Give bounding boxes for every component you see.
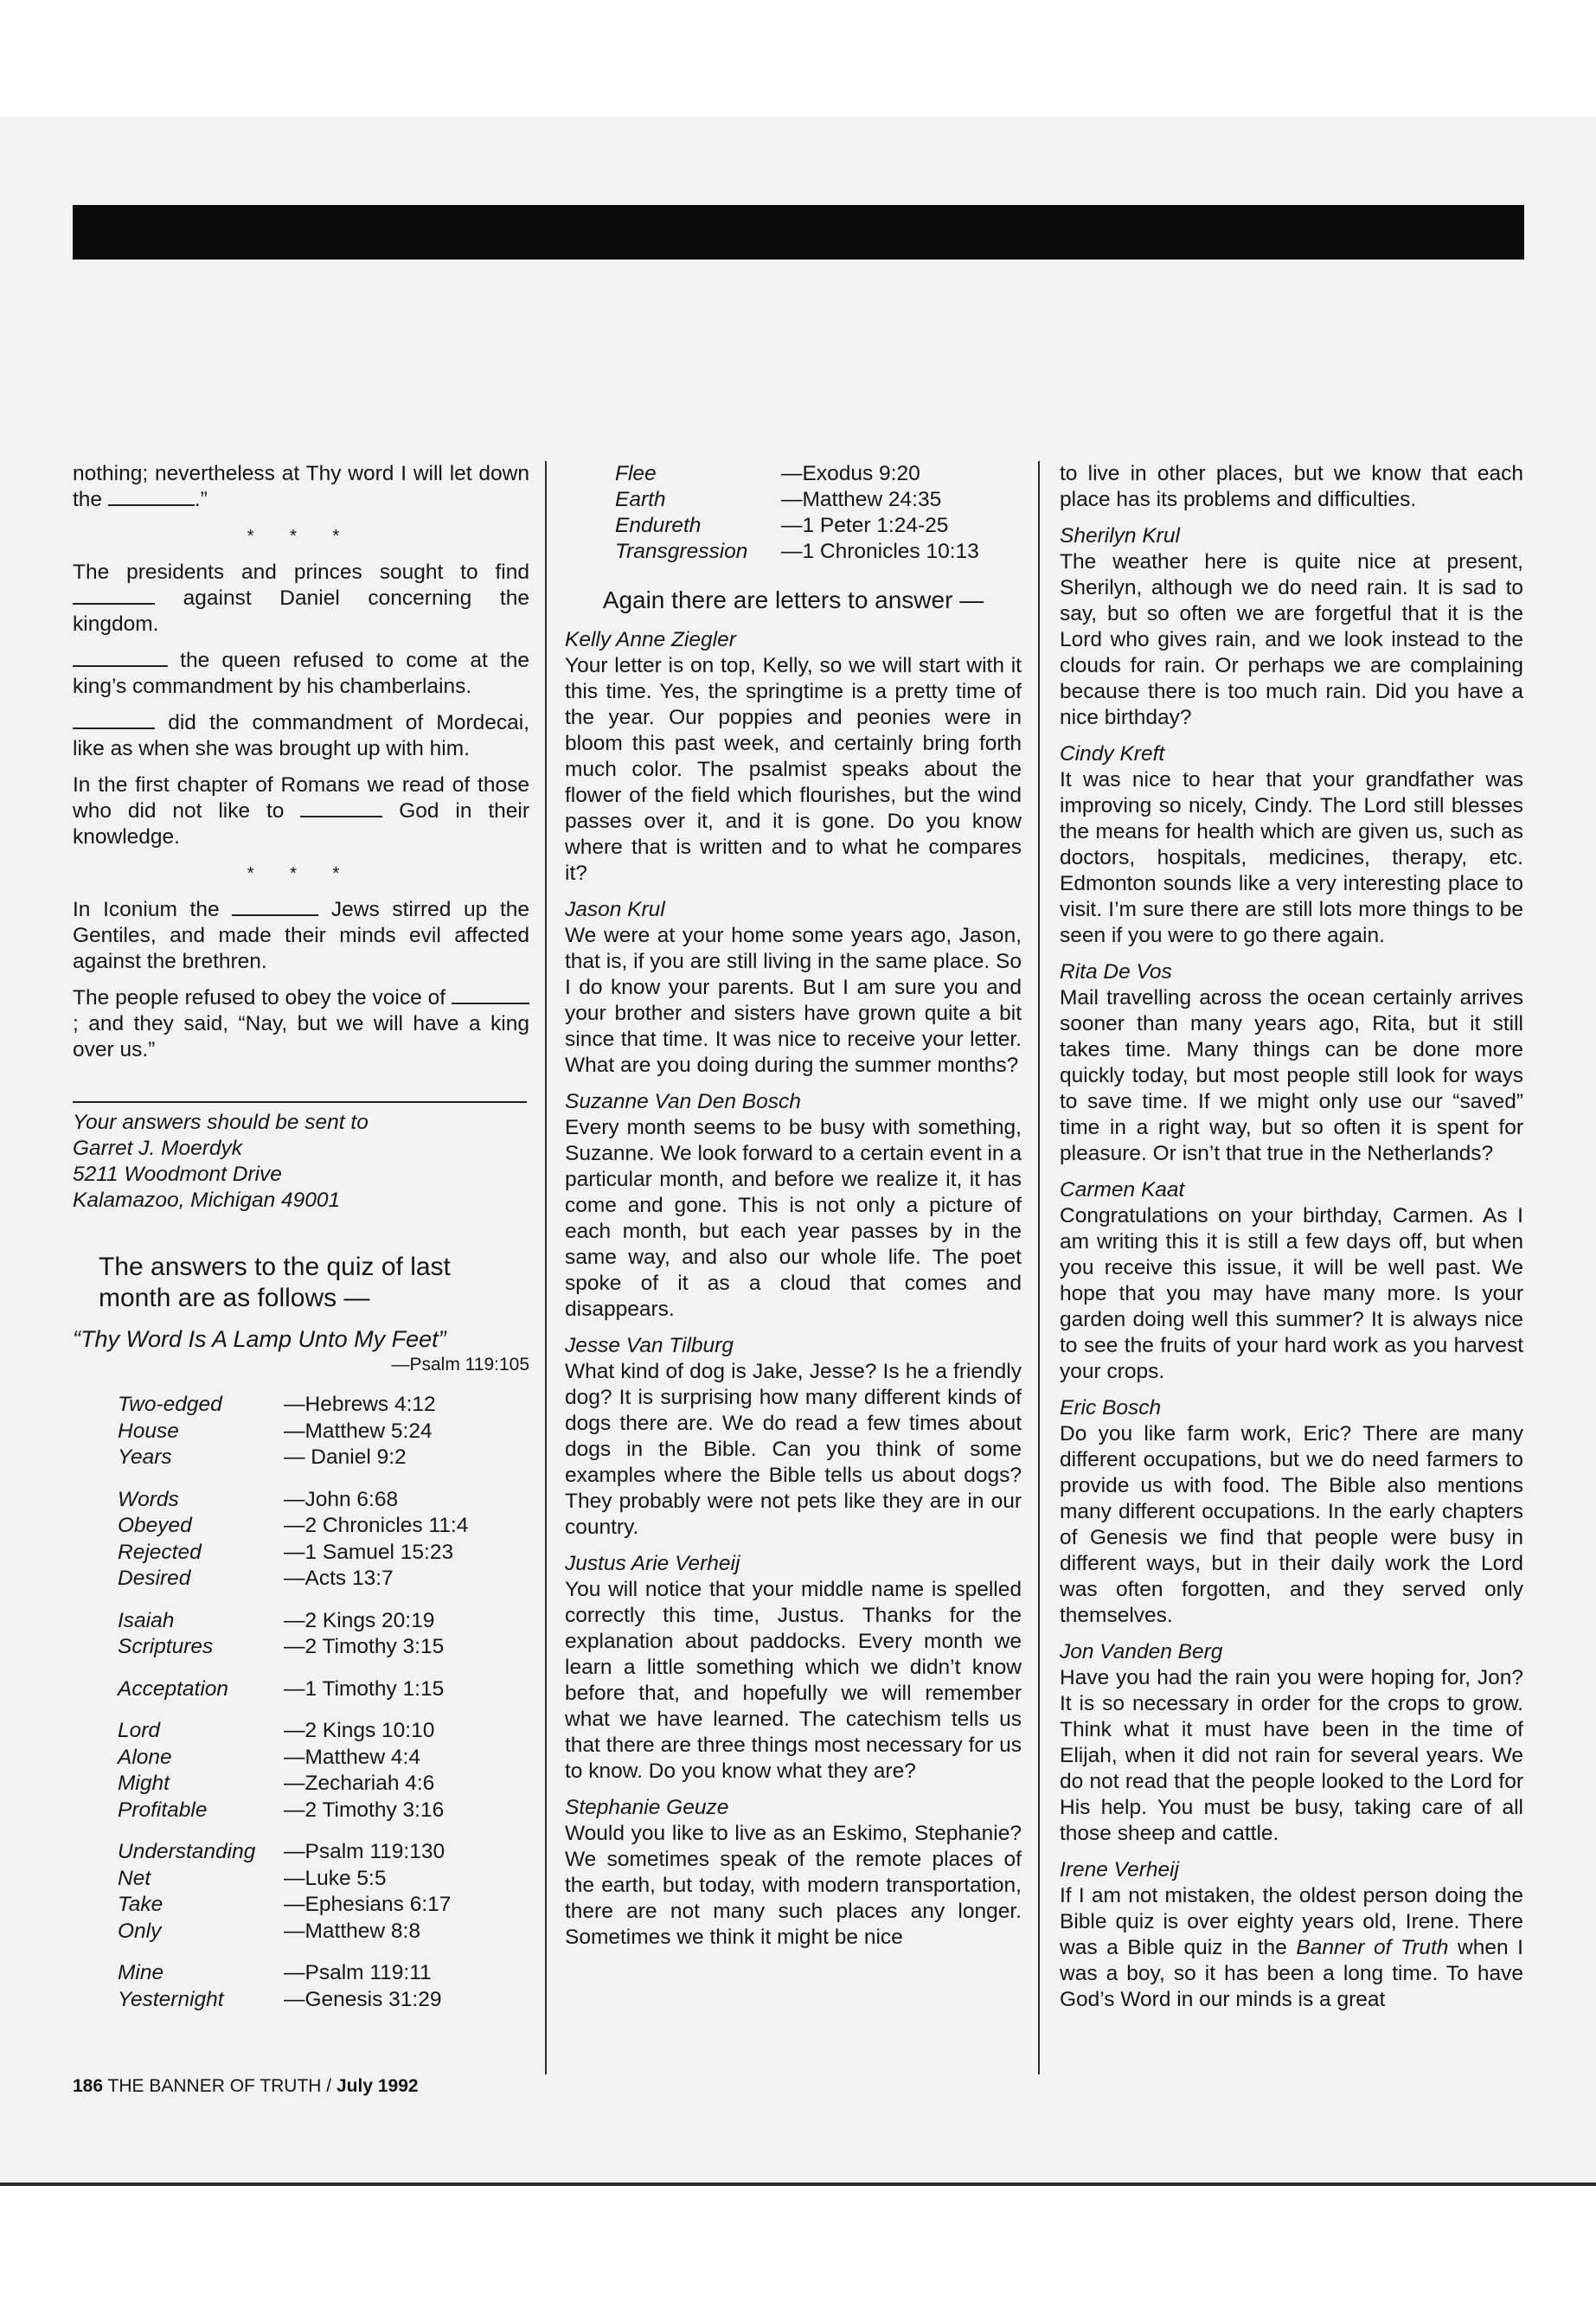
letter-recipient: Suzanne Van Den Bosch [565,1090,801,1113]
answer-reference: —Matthew 5:24 [284,1419,433,1443]
answer-reference: —Zechariah 4:6 [284,1772,435,1795]
answer-row [118,1676,529,1703]
answer-row [118,1771,529,1798]
letter-recipient: Justus Arie Verheij [565,1552,740,1575]
answer-reference: —Matthew 4:4 [284,1745,420,1769]
answer-reference: —2 Chronicles 11:4 [284,1514,469,1537]
letter-body: We were at your home some years ago, Jason, that is, if you are still living in the same place. So I do know your parents. But I am sure you and your brother and sisters have grown quite a bit since that time. It was nice to receive your letter. What are you doing during the summer months? [565,924,1022,1077]
letter-entry [565,1333,1022,1541]
answer-reference: —2 Kings 10:10 [284,1719,435,1742]
answer-row [118,1798,529,1824]
letter-recipient: Jesse Van Tilburg [565,1334,734,1357]
answer-row [118,1839,529,1866]
answer-reference: —2 Timothy 3:15 [284,1635,445,1658]
page-footer [73,2076,419,2097]
answer-reference: —Matthew 8:8 [284,1919,420,1943]
answer-word: Two-edged [118,1393,222,1416]
answer-word: Net [118,1866,151,1890]
answer-reference: —2 Timothy 3:16 [284,1798,445,1822]
answer-list [615,461,1022,565]
letters-list [565,627,1022,1951]
letter-recipient: Stephanie Geuze [565,1796,729,1819]
answer-word: Words [118,1487,179,1511]
answer-reference: —Matthew 24:35 [781,488,942,511]
answer-word: Earth [615,488,666,511]
answer-reference: —Hebrews 4:12 [284,1393,436,1416]
letter-entry [1060,1395,1523,1629]
answer-word: Lord [118,1719,161,1742]
letter-entry [565,897,1022,1079]
letters-list [1060,523,1523,1847]
answer-word: Flee [615,462,657,485]
answer-reference: —Psalm 119:130 [284,1840,445,1863]
letter-entry [565,1795,1022,1951]
answer-group [118,1608,529,1661]
issue-date: July 1992 [336,2076,419,2096]
answer-word: Might [118,1772,170,1795]
mailing-address [73,1110,529,1214]
answer-word: Yesternight [118,1987,224,2011]
answer-group [118,1392,529,1471]
answer-group [118,1718,529,1823]
letter-recipient: Jason Krul [565,898,665,921]
answer-reference: —Psalm 119:11 [284,1961,432,1984]
letter-entry [1060,959,1523,1167]
answer-row [118,1608,529,1635]
answer-row [615,513,1022,539]
answer-word: Rejected [118,1540,202,1564]
quiz-item: The people refused to obey the voice of ; and they said, “Nay, but we will have a king over us.” [73,986,529,1061]
quiz-item: The presidents and princes sought to find against Daniel concerning the kingdom. [73,561,529,636]
answer-word: House [118,1419,179,1443]
letter-recipient: Jon Vanden Berg [1060,1640,1223,1663]
letter-entry [1060,523,1523,731]
letter-body: Would you like to live as an Eskimo, Stephanie? We sometimes speak of the remote places of the earth, but today, with modern transportation, there are not many such places any longer. Sometimes we think it might be nice [565,1822,1022,1949]
answer-row [118,1892,529,1919]
address-line: Your answers should be sent to [73,1111,369,1134]
publication-name: THE BANNER OF TRUTH / [107,2076,332,2096]
answer-row [118,1566,529,1593]
answer-group [118,1676,529,1703]
answer-reference: —Exodus 9:20 [781,462,920,485]
column-right [1060,461,1523,2023]
letter-entry [565,1551,1022,1785]
answer-word: Mine [118,1961,164,1984]
letter-body: The weather here is quite nice at present, Sherilyn, although we do need rain. It is sad to say, but so often we are forgetful that it is the Lord who gives rain, and we look instead to the clouds for rain. Or perhaps we are complaining because there is too much rain. Did you have a nice birthday? [1060,550,1523,729]
answer-group [118,1487,529,1593]
answer-word: Years [118,1445,172,1469]
separator-stars: * * * [247,864,356,883]
answer-row [118,1419,529,1445]
quiz-title: “Thy Word Is A Lamp Unto My Feet” [73,1326,446,1352]
answer-reference: —Acts 13:7 [284,1567,394,1590]
letter-entry [1060,741,1523,949]
letter-entry [565,1089,1022,1323]
answer-reference: —1 Chronicles 10:13 [781,540,979,563]
letter-recipient: Carmen Kaat [1060,1178,1185,1202]
answer-group [118,1960,529,2013]
separator-stars: * * * [247,527,356,546]
answer-reference: — Daniel 9:2 [284,1445,407,1469]
answer-reference: —1 Peter 1:24-25 [781,514,949,537]
letter-entry [1060,1177,1523,1385]
letter-body: Congratulations on your birthday, Carmen. As I am writing this it is still a few days off, but when you receive this issue, it will be well past. We hope that you may have many more. Is your garden doing well this summer? It is always nice to see the fruits of your hard work as you harvest your crops. [1060,1204,1523,1383]
answer-reference: —John 6:68 [284,1487,399,1511]
letter-body: Mail travelling across the ocean certainly arrives sooner than many years ago, Rita, but it still takes time. Many things can be done more quickly today, but most people still look for ways to save time. If we might only use our “saved” time in a right way, but so often it is spent for pleasure. Or isn’t that true in the Netherlands? [1060,986,1523,1165]
letter-recipient: Eric Bosch [1060,1396,1162,1420]
quiz-item: nothing; nevertheless at Thy word I will let down the .” [73,462,529,511]
answer-word: Alone [118,1745,172,1769]
letter-entry [1060,1857,1523,2013]
letter-recipient: Kelly Anne Ziegler [565,628,736,651]
answer-word: Understanding [118,1840,256,1863]
answer-row [118,1745,529,1772]
quiz-item: In the first chapter of Romans we read of those who did not like to God in their knowledge. [73,773,529,849]
answer-word: Acceptation [118,1676,229,1701]
letter-body: You will notice that your middle name is spelled correctly this time, Justus. Thanks for the explanation about paddocks. Every month we learn a little something which we didn’t know before that, and hopefully we will remember what we have learned. The catechism tells us that there are three things most necessary for us to know. Do you know what they are? [565,1578,1022,1783]
quiz-item: In Iconium the Jews stirred up the Gentiles, and made their minds evil affected against the brethren. [73,898,530,973]
answer-reference: —1 Samuel 15:23 [284,1540,454,1564]
column-divider [545,461,547,2074]
answer-word: Transgression [615,540,748,563]
letter-recipient: Irene Verheij [1060,1858,1180,1881]
quiz-answers-heading: The answers to the quiz of last month are as follows — [99,1253,451,1312]
answer-reference: —Genesis 31:29 [284,1987,442,2011]
letter-entry [1060,1639,1523,1847]
letter-recipient: Rita De Vos [1060,960,1172,984]
letter-continuation: to live in other places, but we know that each place has its problems and difficulties. [1060,462,1523,511]
answer-group [118,1839,529,1945]
answer-reference: —1 Timothy 1:15 [284,1676,445,1701]
answer-word: Isaiah [118,1608,175,1632]
letter-body: Every month seems to be busy with something, Suzanne. We look forward to a certain event in a particular month, and before we realize it, it has come and gone. This is not only a picture of each month, but each year passes by in the same way, and also our whole life. The poet spoke of it as a cloud that comes and disappears. [565,1116,1022,1321]
answer-word: Endureth [615,514,702,537]
letter-recipient: Cindy Kreft [1060,742,1165,766]
answer-row [118,1392,529,1419]
answer-row [118,1634,529,1661]
letter-recipient: Sherilyn Krul [1060,524,1180,548]
page-number: 186 [73,2076,104,2096]
column-left [73,461,529,2029]
answer-word: Take [118,1893,163,1916]
answer-row [615,539,1022,565]
quiz-item: the queen refused to come at the king’s commandment by his chamberlains. [73,649,529,698]
answer-row [118,1540,529,1567]
answer-reference: —2 Kings 20:19 [284,1608,435,1632]
answer-row [118,1987,529,2014]
answer-row [615,487,1022,513]
answer-row [118,1866,529,1893]
letter-body: Your letter is on top, Kelly, so we will start with it this time. Yes, the springtime is a pretty time of the year. Our poppies and peonies were in bloom this past week, and certainly bring forth much color. The psalmist speaks about the flower of the field which flourishes, but the wind passes over it, and it is gone. Do you know where that is written and to what he compares it? [565,654,1022,885]
answer-row [118,1445,529,1471]
letter-body: It was nice to hear that your grandfather was improving so nicely, Cindy. The Lord still blesses the means for health which are given us, such as doctors, hospitals, medicines, therapy, etc. Edmonton sounds like a very interesting place to visit. I’m sure there are still lots more things to be seen if you were to go there again. [1060,768,1523,947]
answer-word: Profitable [118,1798,208,1822]
address-line: 5211 Woodmont Drive [73,1163,282,1186]
column-divider [1038,461,1040,2074]
answer-word: Desired [118,1567,191,1590]
letter-body: Have you had the rain you were hoping for, Jon? It is so necessary in order for the crops to grow. Think what it must have been in the time of Elijah, when it did not rain for several years. We do not read that the people looked to the Lord for His help. You must be busy, taking care of all those sheep and cattle. [1060,1666,1523,1845]
answer-row [118,1718,529,1745]
column-middle [565,461,1022,1961]
answer-reference: —Luke 5:5 [284,1866,387,1890]
letter-body: Do you like farm work, Eric? There are many different occupations, but we do need farmers to provide us with food. The Bible also mentions many different occupations. In the early chapters of Genesis we find that people were busy in different ways, but in their daily work the Lord was often forgotten, and they served only themselves. [1060,1422,1523,1627]
letter-body: What kind of dog is Jake, Jesse? Is he a friendly dog? It is surprising how many different kinds of dogs there are. We do read a few times about dogs in the Bible. Can you think of some examples where the Bible tells us about dogs? They probably were not pets like they are in our country. [565,1360,1022,1539]
answer-list [73,1392,529,2013]
letters-heading: Again there are letters to answer — [602,586,984,613]
answer-row [118,1487,529,1514]
quiz-reference: —Psalm 119:105 [391,1355,529,1375]
answer-row [118,1960,529,1987]
letter-body: If I am not mistaken, the oldest person doing the Bible quiz is over eighty years old, Irene. There was a Bible quiz in the Banner of Truth when I was a boy, so it has been a long time. To have God’s Word in our minds is a great [1060,1884,1523,2011]
answer-row [118,1513,529,1540]
address-line: Kalamazoo, Michigan 49001 [73,1189,341,1212]
answer-row [615,461,1022,487]
quiz-item: did the commandment of Mordecai, like as when she was brought up with him. [73,711,529,760]
divider-line [73,1101,527,1103]
answer-word: Obeyed [118,1514,192,1537]
address-line: Garret J. Moerdyk [73,1137,243,1160]
answer-word: Scriptures [118,1635,214,1658]
answer-reference: —Ephesians 6:17 [284,1893,452,1916]
header-banner [73,205,1524,260]
letter-entry [565,627,1022,887]
answer-word: Only [118,1919,162,1943]
bottom-rule [0,2182,1596,2186]
answer-row [118,1919,529,1945]
